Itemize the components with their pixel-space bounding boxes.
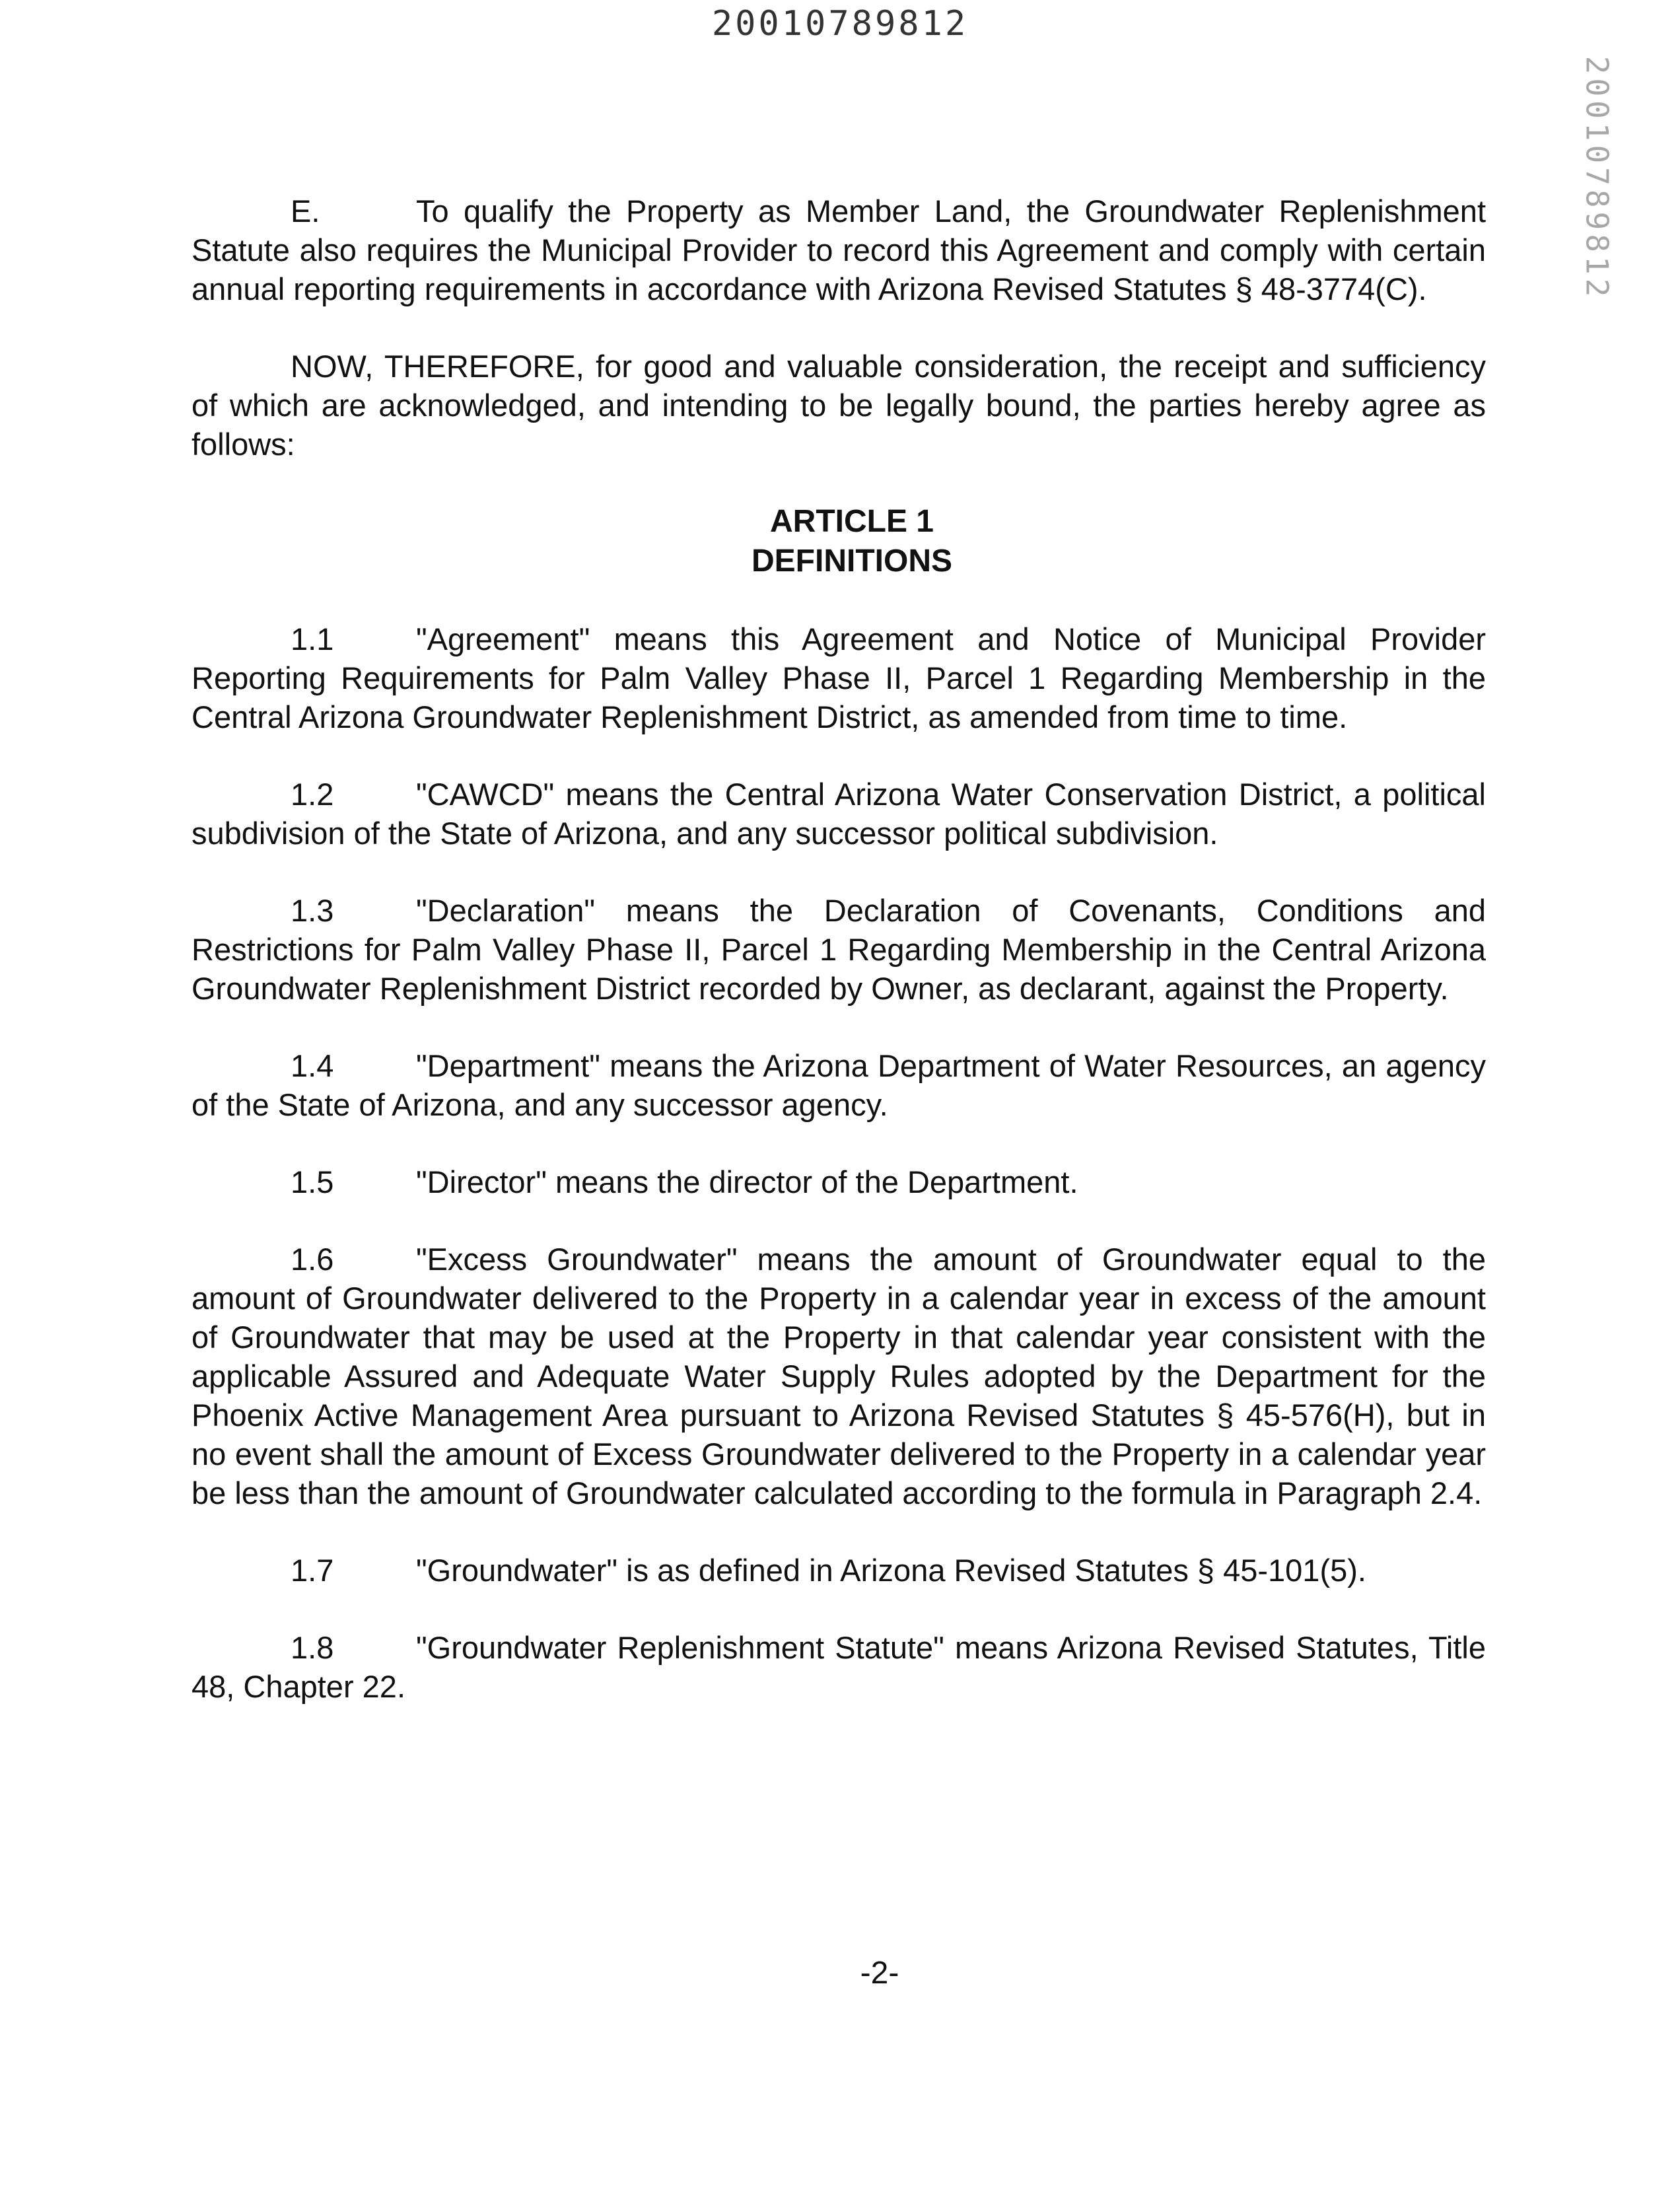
document-number: 20010789812 bbox=[711, 4, 969, 44]
definition-number: 1.1 bbox=[291, 621, 334, 656]
definition-1-5 bbox=[192, 1162, 1486, 1201]
definition-text: "Director" means the director of the Department. bbox=[416, 1164, 1078, 1199]
article-heading bbox=[192, 502, 1486, 581]
definition-text: "Declaration" means the Declaration of Covenants, Conditions and Restrictions for Palm Valley Phase II, Parcel 1 Regarding Membership in the Central Arizona Groundwater Replenishment District recorded by Owner, as declarant, against the Property. bbox=[192, 893, 1486, 1006]
definition-number: 1.5 bbox=[291, 1164, 334, 1199]
definition-number: 1.4 bbox=[291, 1048, 334, 1083]
side-stamp-text: 20010789812 bbox=[1579, 55, 1615, 301]
definition-text: "Groundwater Replenishment Statute" means Arizona Revised Statutes, Title 48, Chapter 22. bbox=[192, 1630, 1486, 1704]
page-number: -2- bbox=[860, 1956, 899, 1991]
definition-text: "Groundwater" is as defined in Arizona Revised Statutes § 45-101(5). bbox=[416, 1553, 1366, 1588]
definition-text: "Excess Groundwater" means the amount of Groundwater equal to the amount of Groundwater delivered to the Property in a calendar year in excess of the amount of Groundwater that may be used at the Property in that calendar year consistent with the applicable Assured and Adequate Water Supply Rules adopted by the Department for the Phoenix Active Management Area pursuant to Arizona Revised Statutes § 45-576(H), but in no event shall the amount of Excess Groundwater delivered to the Property in a calendar year be less than the amount of Groundwater calculated according to the formula in Paragraph 2.4. bbox=[192, 1242, 1486, 1510]
definition-1-8 bbox=[192, 1628, 1486, 1706]
definition-1-6 bbox=[192, 1240, 1486, 1512]
definition-text: "Department" means the Arizona Department of Water Resources, an agency of the State of Arizona, and any successor agency. bbox=[192, 1048, 1486, 1122]
article-number: ARTICLE 1 bbox=[769, 504, 934, 539]
definition-1-4 bbox=[192, 1046, 1486, 1124]
article-title: DEFINITIONS bbox=[751, 544, 952, 579]
definition-number: 1.2 bbox=[291, 777, 334, 812]
definition-1-7 bbox=[192, 1551, 1486, 1590]
definition-1-2 bbox=[192, 775, 1486, 853]
definition-1-3 bbox=[192, 891, 1486, 1008]
recital-text: To qualify the Property as Member Land, the Groundwater Replenishment Statute also requires the Municipal Provider to record this Agreement and comply with certain annual reporting requirements in accordance with Arizona Revised Statutes § 48-3774(C). bbox=[192, 194, 1486, 306]
recital-letter: E. bbox=[291, 194, 320, 229]
now-therefore-clause: NOW, THEREFORE, for good and valuable consideration, the receipt and sufficiency of which are acknowledged, and intending to be legally bound, the parties hereby agree as follows: bbox=[192, 349, 1486, 462]
definition-number: 1.8 bbox=[291, 1630, 334, 1665]
definition-1-1 bbox=[192, 620, 1486, 736]
definition-number: 1.7 bbox=[291, 1553, 334, 1588]
definition-number: 1.6 bbox=[291, 1242, 334, 1277]
document-body bbox=[192, 192, 1486, 1706]
side-stamp bbox=[1577, 55, 1617, 301]
definition-text: "CAWCD" means the Central Arizona Water Conservation District, a political subdivision of the State of Arizona, and any successor political subdivision. bbox=[192, 777, 1486, 851]
recital-e bbox=[192, 192, 1486, 308]
definition-text: "Agreement" means this Agreement and Notice of Municipal Provider Reporting Requirements for Palm Valley Phase II, Parcel 1 Regarding Membership in the Central Arizona Groundwater Replenishment District, as amended from time to time. bbox=[192, 621, 1486, 734]
definition-number: 1.3 bbox=[291, 893, 334, 928]
